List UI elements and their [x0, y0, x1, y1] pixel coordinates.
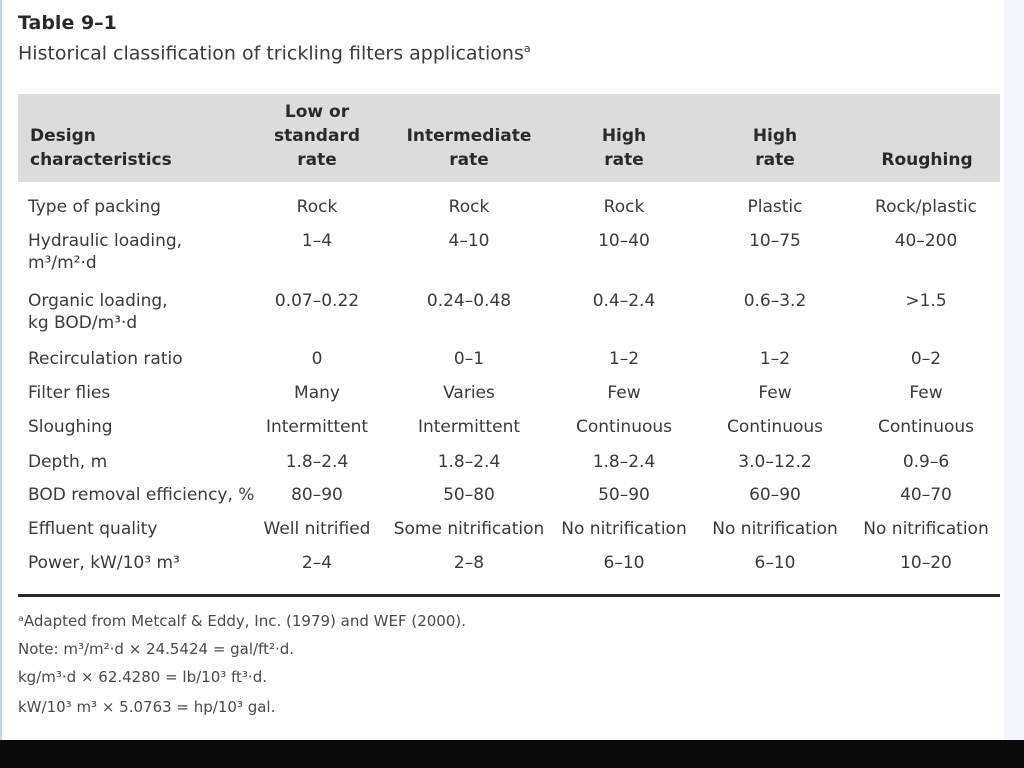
table-caption-text: Historical classification of trickling filters applications: [18, 42, 524, 65]
cell-intermediate-bod: 50–80: [443, 485, 495, 505]
cell-high2-recirculation: 1–2: [759, 349, 791, 369]
row-label-recirculation-ratio: Recirculation ratio: [28, 349, 183, 369]
cell-high1-packing: Rock: [603, 197, 645, 217]
cell-intermediate-depth: 1.8–2.4: [437, 452, 501, 472]
cell-high1-sloughing: Continuous: [575, 417, 672, 437]
header-line: rate: [449, 150, 489, 170]
caption-footnote-mark: a: [523, 42, 531, 55]
row-label-sloughing: Sloughing: [28, 417, 113, 437]
cell-high2-depth: 3.0–12.2: [738, 452, 812, 472]
cell-intermediate-effluent: Some nitrification: [393, 519, 545, 539]
cell-low-flies: Many: [294, 383, 340, 403]
header-line: Low or: [284, 102, 350, 122]
row-label-line: Hydraulic loading,: [28, 231, 183, 251]
row-label-power: Power, kW/10³ m³: [28, 553, 180, 573]
header-roughing: [862, 148, 992, 172]
cell-high1-bod: 50–90: [598, 485, 650, 505]
cell-roughing-hydraulic: 40–200: [894, 231, 958, 251]
header-intermediate-rate: [394, 124, 544, 172]
header-line: Intermediate: [406, 126, 532, 146]
cell-roughing-sloughing: Continuous: [877, 417, 974, 437]
cell-high2-sloughing: Continuous: [726, 417, 823, 437]
cell-high1-flies: Few: [607, 383, 641, 403]
row-label-depth: Depth, m: [28, 452, 108, 472]
cell-low-organic: 0.07–0.22: [274, 291, 360, 311]
row-label-line: Organic loading,: [28, 291, 168, 311]
header-line: rate: [297, 150, 337, 170]
cell-high1-recirculation: 1–2: [608, 349, 640, 369]
cell-high1-power: 6–10: [603, 553, 645, 573]
cell-high1-depth: 1.8–2.4: [592, 452, 656, 472]
cell-low-sloughing: Intermittent: [265, 417, 369, 437]
cell-roughing-effluent: No nitrification: [863, 519, 989, 539]
row-label-line: m³/m²·d: [28, 253, 97, 273]
cell-roughing-packing: Rock/plastic: [875, 197, 977, 217]
cell-high1-organic: 0.4–2.4: [592, 291, 656, 311]
cell-high2-power: 6–10: [754, 553, 796, 573]
header-line: characteristics: [30, 150, 172, 170]
cell-high2-packing: Plastic: [747, 197, 803, 217]
cell-roughing-bod: 40–70: [900, 485, 952, 505]
header-line: Design: [30, 126, 96, 146]
cell-high2-bod: 60–90: [749, 485, 801, 505]
cell-intermediate-sloughing: Intermittent: [417, 417, 521, 437]
row-label-effluent-quality: Effluent quality: [28, 519, 158, 539]
row-label-filter-flies: Filter flies: [28, 383, 111, 403]
cell-high2-flies: Few: [758, 383, 792, 403]
cell-roughing-organic: >1.5: [905, 291, 947, 311]
cell-low-hydraulic: 1–4: [301, 231, 333, 251]
cell-high1-hydraulic: 10–40: [598, 231, 650, 251]
header-high-rate-plastic: [715, 124, 835, 172]
page-margin-strip: [1004, 0, 1024, 740]
table-number: Table 9–1: [18, 12, 117, 34]
header-low-standard-rate: [257, 100, 377, 172]
cell-high1-effluent: No nitrification: [561, 519, 687, 539]
cell-high2-effluent: No nitrification: [712, 519, 838, 539]
cell-roughing-power: 10–20: [900, 553, 952, 573]
cell-intermediate-power: 2–8: [453, 553, 485, 573]
table-caption: [18, 42, 531, 64]
header-line: standard: [273, 126, 360, 146]
cell-low-recirculation: 0: [311, 349, 323, 369]
cell-intermediate-organic: 0.24–0.48: [426, 291, 512, 311]
footnote-conversion-organic: kg/m³·d × 62.4280 = lb/10³ ft³·d.: [18, 668, 267, 686]
footnote-conversion-power: kW/10³ m³ × 5.0763 = hp/10³ gal.: [18, 698, 276, 716]
cell-intermediate-hydraulic: 4–10: [448, 231, 490, 251]
cell-roughing-flies: Few: [909, 383, 943, 403]
cell-low-depth: 1.8–2.4: [285, 452, 349, 472]
row-label-organic-loading: [28, 290, 168, 334]
header-line: High: [601, 126, 647, 146]
footnote-conversion-hydraulic: Note: m³/m²·d × 24.5424 = gal/ft²·d.: [18, 640, 295, 658]
cell-roughing-recirculation: 0–2: [910, 349, 942, 369]
row-label-hydraulic-loading: [28, 230, 182, 274]
header-high-rate-rock: [564, 124, 684, 172]
cell-roughing-depth: 0.9–6: [902, 452, 950, 472]
screen-bottom-bar: [0, 740, 1024, 768]
header-line: High: [752, 126, 798, 146]
row-label-bod-removal: BOD removal efficiency, %: [28, 485, 255, 505]
cell-intermediate-recirculation: 0–1: [453, 349, 485, 369]
cell-low-bod: 80–90: [291, 485, 343, 505]
header-line: rate: [755, 150, 795, 170]
cell-low-packing: Rock: [296, 197, 338, 217]
cell-intermediate-flies: Varies: [443, 383, 495, 403]
cell-low-effluent: Well nitrified: [263, 519, 371, 539]
cell-high2-hydraulic: 10–75: [749, 231, 801, 251]
footnote-source: ᵃAdapted from Metcalf & Eddy, Inc. (1979) and WEF (2000).: [18, 612, 466, 630]
header-line: rate: [604, 150, 644, 170]
cell-intermediate-packing: Rock: [448, 197, 490, 217]
header-design-characteristics: [30, 124, 172, 172]
cell-low-power: 2–4: [301, 553, 333, 573]
row-label-type-of-packing: Type of packing: [28, 197, 161, 217]
header-line: Roughing: [881, 150, 973, 170]
row-label-line: kg BOD/m³·d: [28, 313, 138, 333]
table-bottom-rule: [18, 594, 1000, 597]
cell-high2-organic: 0.6–3.2: [743, 291, 807, 311]
